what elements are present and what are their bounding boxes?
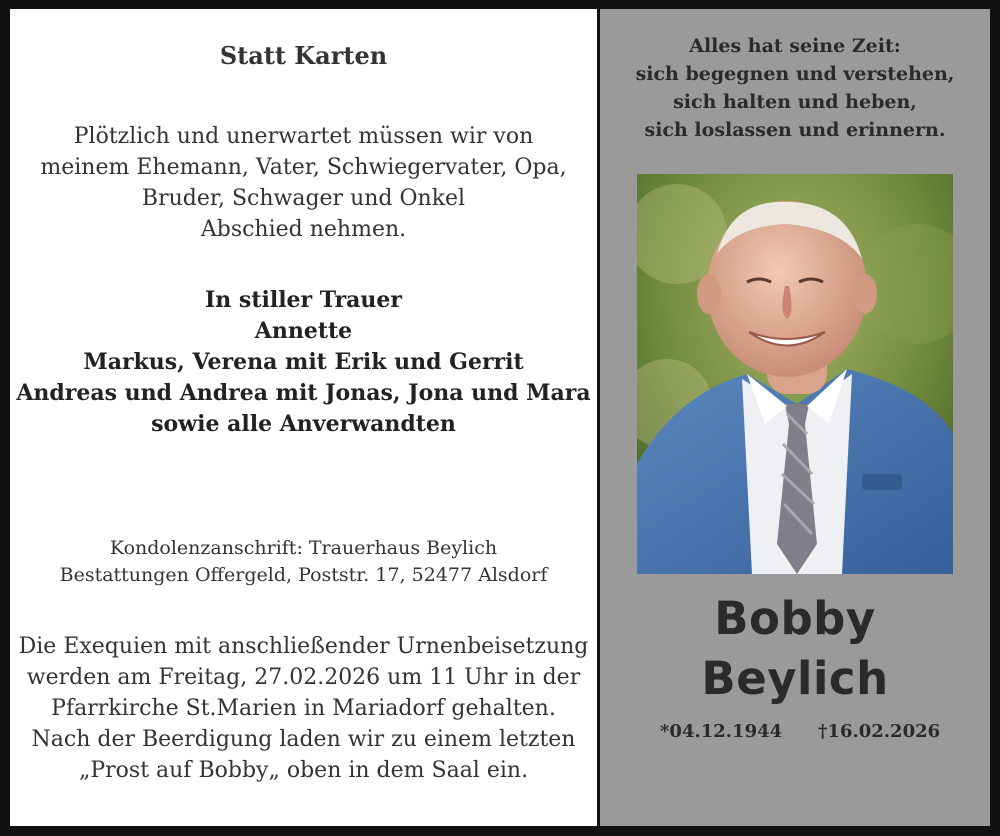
mourner-line: In stiller Trauer xyxy=(204,287,402,313)
death-date: †16.02.2026 xyxy=(818,721,941,742)
heading: Statt Karten xyxy=(219,41,388,70)
address-line: Kondolenzanschrift: Trauerhaus Beylich xyxy=(109,537,498,559)
service-line: Die Exequien mit anschließender Urnenbeisetzung xyxy=(18,634,589,659)
motto xyxy=(600,32,990,144)
mourner-line: sowie alle Anverwandten xyxy=(151,411,456,437)
service-line: „Prost auf Bobby„ oben in dem Saal ein. xyxy=(78,758,529,783)
intro-text xyxy=(10,121,597,245)
intro-line: Bruder, Schwager und Onkel xyxy=(141,186,466,211)
left-panel xyxy=(10,9,597,826)
mourner-line: Markus, Verena mit Erik und Gerrit xyxy=(83,349,524,375)
birth-date: *04.12.1944 xyxy=(660,721,783,742)
deceased-name xyxy=(600,589,990,709)
portrait-photo xyxy=(637,174,953,574)
service-info xyxy=(10,631,597,786)
intro-line: Abschied nehmen. xyxy=(200,217,407,242)
condolence-address xyxy=(10,535,597,589)
intro-line: meinem Ehemann, Vater, Schwiegervater, Opa, xyxy=(40,155,567,180)
service-line: Pfarrkirche St.Marien in Mariadorf gehalten. xyxy=(51,696,556,721)
motto-line: Alles hat seine Zeit: xyxy=(689,35,901,57)
right-panel xyxy=(600,9,990,826)
mourner-line: Annette xyxy=(254,318,353,344)
motto-line: sich begegnen und verstehen, xyxy=(635,63,955,85)
first-name: Bobby xyxy=(714,592,876,645)
mourner-line: Andreas und Andrea mit Jonas, Jona und Mara xyxy=(16,380,591,406)
motto-line: sich loslassen und erinnern. xyxy=(644,119,946,141)
service-line: Nach der Beerdigung laden wir zu einem letzten xyxy=(31,727,576,752)
intro-line: Plötzlich und unerwartet müssen wir von xyxy=(73,124,534,149)
address-line: Bestattungen Offergeld, Poststr. 17, 52477 Alsdorf xyxy=(59,564,548,586)
last-name: Beylich xyxy=(701,652,889,705)
service-line: werden am Freitag, 27.02.2026 um 11 Uhr in der xyxy=(26,665,581,690)
motto-line: sich halten und heben, xyxy=(673,91,917,113)
mourners-list xyxy=(10,285,597,440)
